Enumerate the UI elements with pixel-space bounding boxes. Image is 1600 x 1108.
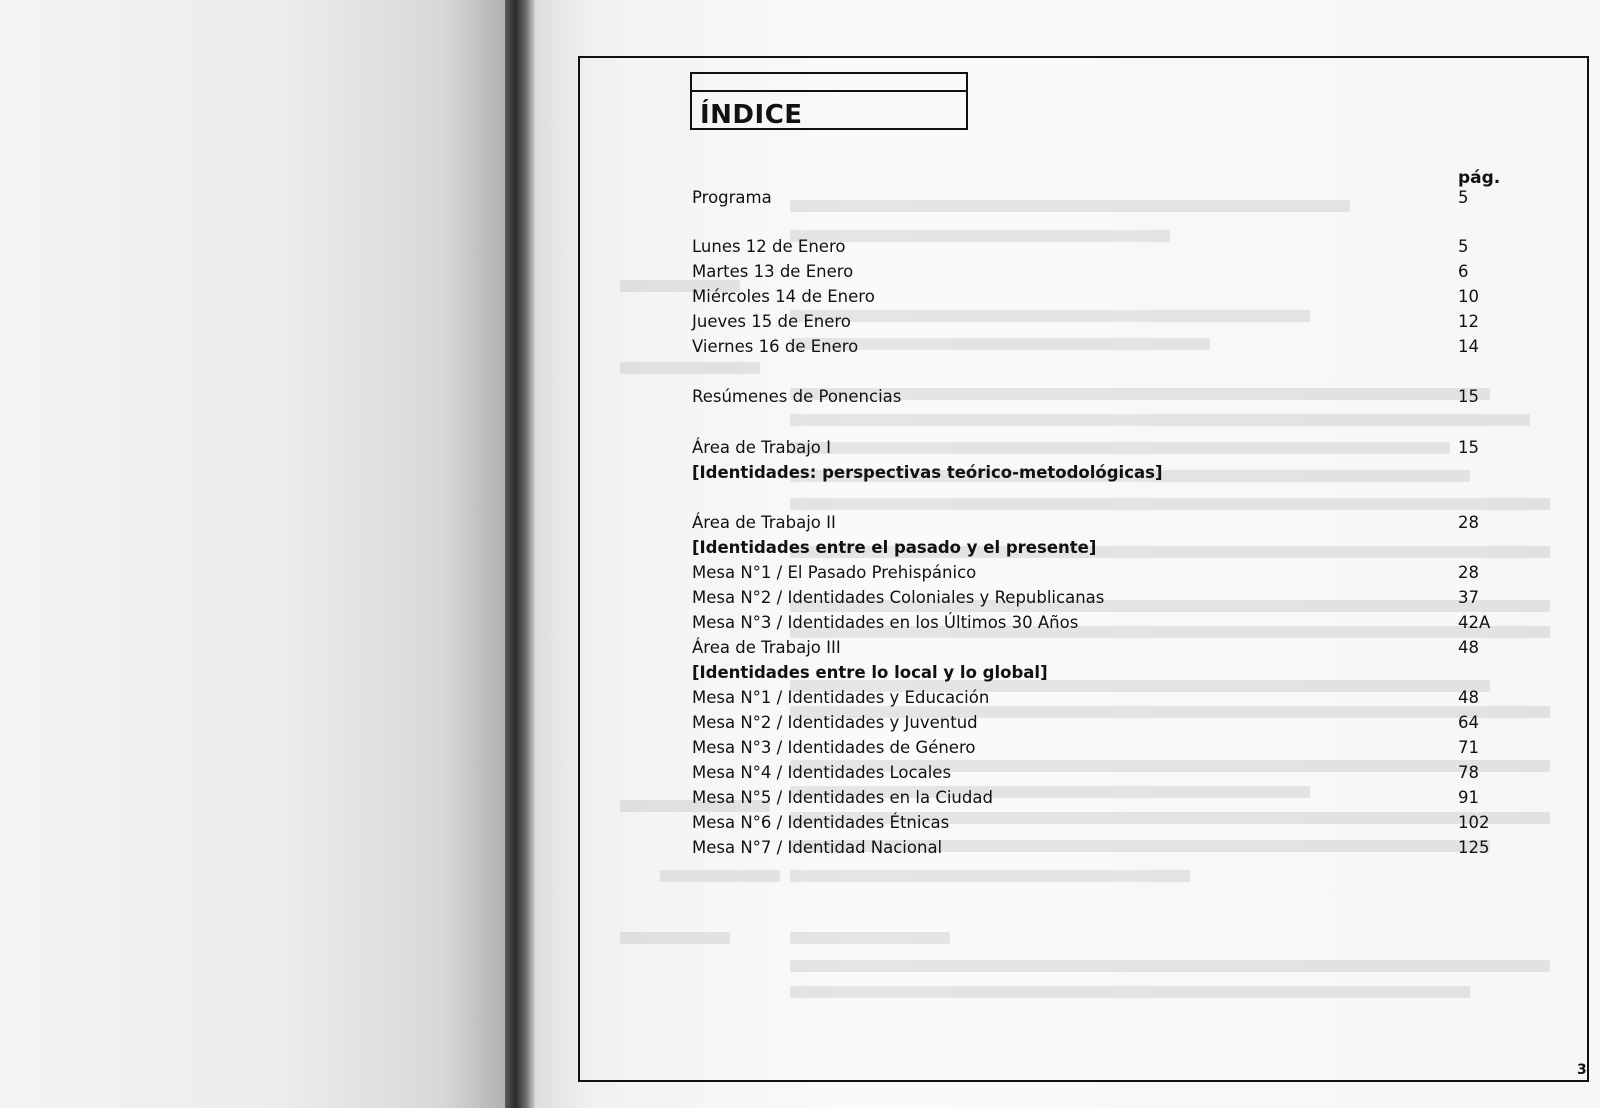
toc-entry-label: Área de Trabajo II — [692, 513, 836, 532]
toc-entry-label: Mesa N°6 / Identidades Étnicas — [692, 813, 950, 832]
left-blank-page — [0, 0, 520, 1108]
toc-entry-label: Mesa N°1 / Identidades y Educación — [692, 688, 990, 707]
toc-entry-label: Jueves 15 de Enero — [692, 312, 851, 331]
toc-entry-page: 125 — [1458, 838, 1490, 857]
toc-section-subtitle — [692, 661, 1502, 685]
toc-entry — [692, 186, 1502, 210]
toc-entry — [692, 786, 1502, 810]
toc-entry-page: 5 — [1458, 237, 1469, 256]
toc-entry-page: 48 — [1458, 688, 1479, 707]
toc-entry — [692, 436, 1502, 460]
toc-entry-page: 28 — [1458, 513, 1479, 532]
toc-entry-page: 78 — [1458, 763, 1479, 782]
toc-section-subtitle — [692, 536, 1502, 560]
toc-entry — [692, 761, 1502, 785]
toc-entry-page: 5 — [1458, 188, 1469, 207]
toc-entry — [692, 235, 1502, 259]
toc-entry-page: 28 — [1458, 563, 1479, 582]
toc-entry-page: 10 — [1458, 287, 1479, 306]
toc-entry-page: 71 — [1458, 738, 1479, 757]
toc-entry — [692, 260, 1502, 284]
toc-entry-label: Mesa N°3 / Identidades de Género — [692, 738, 976, 757]
toc-entry-label: Programa — [692, 188, 772, 207]
toc-entry-label: Resúmenes de Ponencias — [692, 387, 902, 406]
toc-entry-page: 6 — [1458, 262, 1469, 281]
toc-entry — [692, 811, 1502, 835]
page-number: 3 — [1577, 1062, 1587, 1078]
toc-entry-label: Miércoles 14 de Enero — [692, 287, 875, 306]
toc-entry-label: Área de Trabajo III — [692, 638, 841, 657]
toc-entry-label: Lunes 12 de Enero — [692, 237, 846, 256]
toc-entry — [692, 586, 1502, 610]
toc-entry-page: 48 — [1458, 638, 1479, 657]
toc-entry-label: Mesa N°1 / El Pasado Prehispánico — [692, 563, 977, 582]
title-box — [690, 72, 968, 130]
toc-entry-page: 15 — [1458, 387, 1479, 406]
toc-entry-page: 91 — [1458, 788, 1479, 807]
book-gutter — [505, 0, 535, 1108]
toc-entry-page: 14 — [1458, 337, 1479, 356]
toc-entry-label: Área de Trabajo I — [692, 438, 832, 457]
toc-entry — [692, 310, 1502, 334]
toc-entry — [692, 611, 1502, 635]
toc-entry — [692, 836, 1502, 860]
toc-entry — [692, 561, 1502, 585]
toc-entry-page: 42A — [1458, 613, 1491, 632]
toc-entry-label: Viernes 16 de Enero — [692, 337, 859, 356]
toc-entry-label: Mesa N°5 / Identidades en la Ciudad — [692, 788, 993, 807]
toc-entry-label: Mesa N°3 / Identidades en los Últimos 30 Años — [692, 613, 1079, 632]
toc-entry-label: Mesa N°2 / Identidades Coloniales y Republicanas — [692, 588, 1105, 607]
title-box-rule — [692, 90, 966, 92]
toc-entry-page: 15 — [1458, 438, 1479, 457]
toc-entry — [692, 711, 1502, 735]
toc-entry — [692, 636, 1502, 660]
toc-entry-label: [Identidades entre el pasado y el presente] — [692, 538, 1097, 557]
toc-entry — [692, 686, 1502, 710]
toc-entry — [692, 385, 1502, 409]
toc-entry-page: 12 — [1458, 312, 1479, 331]
toc-entry — [692, 285, 1502, 309]
toc-entry-label: Mesa N°2 / Identidades y Juventud — [692, 713, 978, 732]
toc-entry — [692, 335, 1502, 359]
toc-section-subtitle — [692, 461, 1502, 485]
page-title: ÍNDICE — [700, 100, 803, 130]
toc-entry-label: [Identidades entre lo local y lo global] — [692, 663, 1048, 682]
toc-entry — [692, 736, 1502, 760]
toc-entry-label: Mesa N°4 / Identidades Locales — [692, 763, 952, 782]
toc-entry — [692, 511, 1502, 535]
toc-entry-page: 102 — [1458, 813, 1490, 832]
toc-entry-label: Martes 13 de Enero — [692, 262, 854, 281]
toc-entry-label: Mesa N°7 / Identidad Nacional — [692, 838, 943, 857]
toc-entry-label: [Identidades: perspectivas teórico-metodológicas] — [692, 463, 1163, 482]
toc-entry-page: 37 — [1458, 588, 1479, 607]
toc-entry-page: 64 — [1458, 713, 1479, 732]
page-column-header: pág. — [1458, 168, 1501, 188]
